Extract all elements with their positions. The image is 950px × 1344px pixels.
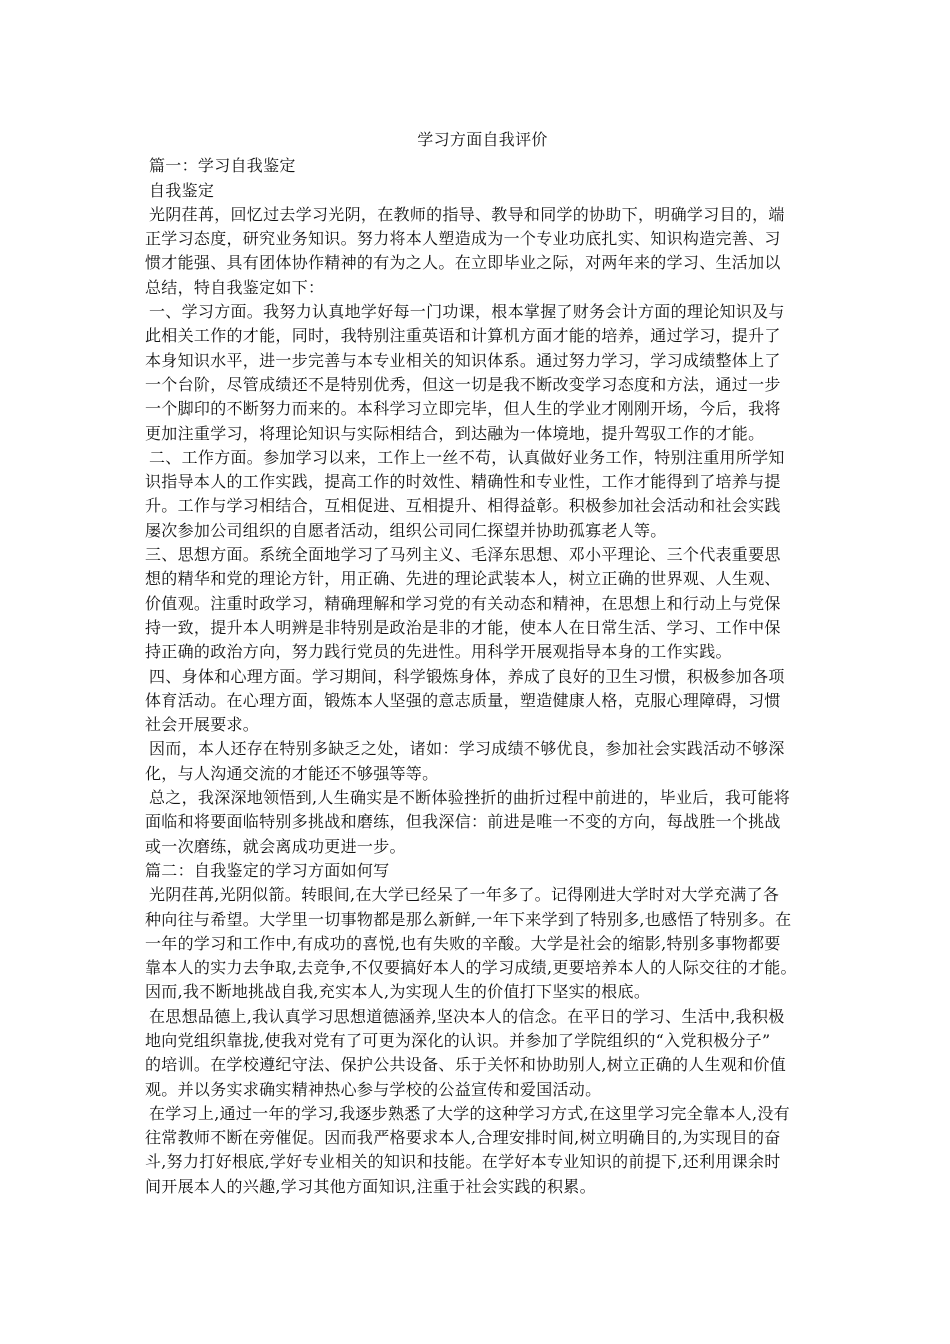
text-line: 地向党组织靠拢,使我对党有了可更为深化的认识。并参加了学院组织的“入党积极分子”	[145, 1030, 771, 1050]
text-line: 因而,我不断地挑战自我,充实本人,为实现人生的价值打下坚实的根底。	[145, 982, 651, 1002]
text-line: 正学习态度，研究业务知识。努力将本人塑造成为一个专业功底扎实、知识构造完善、习	[145, 229, 781, 249]
text-line: 间开展本人的兴趣,学习其他方面知识,注重于社会实践的积累。	[145, 1176, 596, 1196]
text-line: 二、工作方面。参加学习以来，工作上一丝不苟，认真做好业务工作，特别注重用所学知	[149, 447, 785, 467]
text-line: 总结，特自我鉴定如下：	[145, 277, 325, 297]
text-line: 一年的学习和工作中,有成功的喜悦,也有失败的辛酸。大学是社会的缩影,特别多事物都要	[145, 933, 781, 953]
text-line: 屡次参加公司组织的自愿者活动，组织公司同仁探望并协助孤寡老人等。	[145, 520, 667, 540]
text-line: 光阴荏苒,光阴似箭。转眼间,在大学已经呆了一年多了。记得刚进大学时对大学充满了各	[149, 885, 780, 905]
text-line: 在思想品德上,我认真学习思想道德涵养,坚决本人的信念。在平日的学习、生活中,我积极	[149, 1006, 785, 1026]
text-line: 识指导本人的工作实践，提高工作的时效性、精确性和专业性，工作才能得到了培养与提	[145, 472, 781, 492]
text-line: 或一次磨练，就会离成功更进一步。	[145, 836, 406, 856]
text-line: 光阴荏苒，回忆过去学习光阴，在教师的指导、教导和同学的协助下，明确学习目的，端	[149, 204, 785, 224]
text-line: 一、学习方面。我努力认真地学好每一门功课，根本掌握了财务会计方面的理论知识及与	[149, 302, 785, 322]
text-line: 总之，我深深地领悟到,人生确实是不断体验挫折的曲折过程中前进的，毕业后，我可能将	[149, 788, 791, 808]
document-title: 学习方面自我评价	[417, 130, 548, 149]
text-line: 一个脚印的不断努力而来的。本科学习立即完毕，但人生的学业才刚刚开场，今后，我将	[145, 399, 781, 419]
text-line: 三、思想方面。系统全面地学习了马列主义、毛泽东思想、邓小平理论、三个代表重要思	[145, 545, 781, 565]
text-line: 此相关工作的才能，同时，我特别注重英语和计算机方面才能的培养，通过学习，提升了	[145, 326, 781, 346]
text-line: 面临和将要面临特别多挑战和磨练，但我深信：前进是唯一不变的方向，每战胜一个挑战	[145, 812, 781, 832]
text-line: 在学习上,通过一年的学习,我逐步熟悉了大学的这种学习方式,在这里学习完全靠本人,没有	[149, 1103, 790, 1123]
text-line: 体育活动。在心理方面，锻炼本人坚强的意志质量，塑造健康人格，克服心理障碍，习惯	[145, 690, 781, 710]
text-line: 自我鉴定	[149, 180, 215, 200]
text-line: 篇一：学习自我鉴定	[149, 156, 296, 176]
text-line: 想的精华和党的理论方针，用正确、先进的理论武装本人，树立正确的世界观、人生观、	[145, 569, 781, 589]
text-line: 升。工作与学习相结合，互相促进、互相提升、相得益彰。积极参加社会活动和社会实践	[145, 496, 781, 516]
text-line: 持一致，提升本人明辨是非特别是政治是非的才能，使本人在日常生活、学习、工作中保	[145, 617, 781, 637]
text-line: 价值观。注重时政学习，精确理解和学习党的有关动态和精神，在思想上和行动上与党保	[145, 593, 781, 613]
text-line: 持正确的政治方向，努力践行党员的先进性。用科学开展观指导本身的工作实践。	[145, 642, 732, 662]
text-line: 更加注重学习，将理论知识与实际相结合，到达融为一体境地，提升驾驭工作的才能。	[145, 423, 765, 443]
text-line: 一个台阶，尽管成绩还不是特别优秀，但这一切是我不断改变学习态度和方法，通过一步	[145, 374, 781, 394]
text-line: 靠本人的实力去争取,去竞争,不仅要搞好本人的学习成绩,更要培养本人的人际交往的才能。	[145, 958, 797, 978]
text-line: 的培训。在学校遵纪守法、保护公共设备、乐于关怀和协助别人,树立正确的人生观和价值	[145, 1055, 787, 1075]
text-line: 社会开展要求。	[145, 715, 260, 735]
text-line: 化，与人沟通交流的才能还不够强等等。	[145, 763, 439, 783]
text-line: 斗,努力打好根底,学好专业相关的知识和技能。在学好本专业知识的前提下,还利用课余时	[145, 1152, 781, 1172]
text-line: 种向往与希望。大学里一切事物都是那么新鲜,一年下来学到了特别多,也感悟了特别多。在	[145, 909, 792, 929]
text-line: 惯才能强、具有团体协作精神的有为之人。在立即毕业之际，对两年来的学习、生活加以	[145, 253, 781, 273]
text-line: 因而，本人还存在特别多缺乏之处，诸如：学习成绩不够优良，参加社会实践活动不够深	[149, 739, 785, 759]
text-line: 篇二：自我鉴定的学习方面如何写	[145, 860, 390, 880]
text-line: 本身知识水平，进一步完善与本专业相关的知识体系。通过努力学习，学习成绩整体上了	[145, 350, 781, 370]
document-page	[145, 128, 820, 1199]
document-body	[145, 154, 820, 1199]
text-line: 观。并以务实求确实精神热心参与学校的公益宣传和爱国活动。	[145, 1079, 602, 1099]
text-line: 四、身体和心理方面。学习期间，科学锻炼身体，养成了良好的卫生习惯，积极参加各项	[149, 666, 785, 686]
text-line: 往常教师不断在旁催促。因而我严格要求本人,合理安排时间,树立明确目的,为实现目的奋	[145, 1128, 781, 1148]
